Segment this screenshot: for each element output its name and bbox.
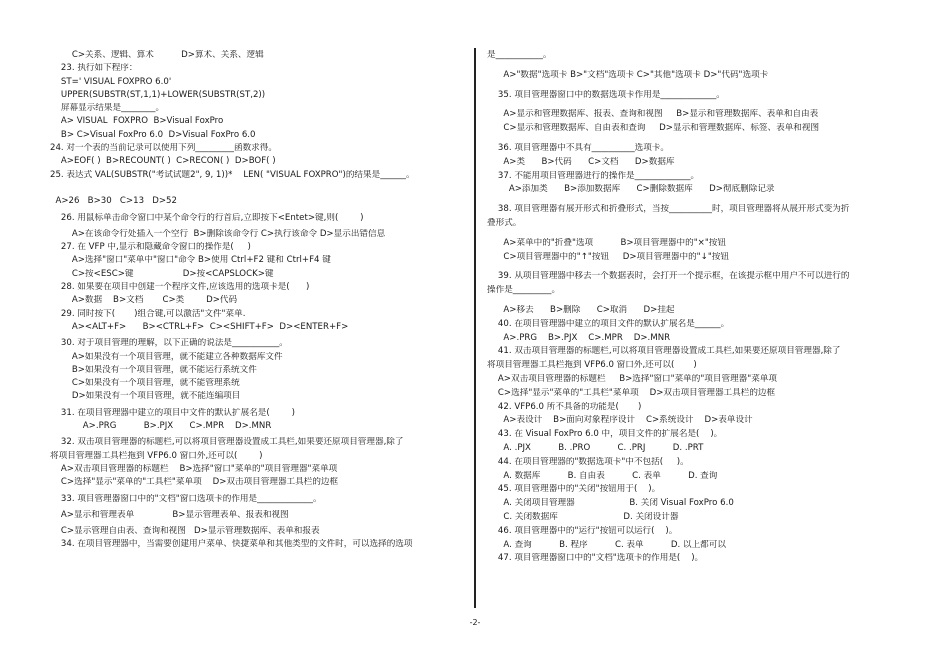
- text-line: 42. VFP6.0 所不具备的功能是( ): [487, 401, 642, 412]
- text-line: A>.PRG B>.PJX C>.MPR D>.MNR: [50, 421, 272, 432]
- left-column: [50, 50, 468, 553]
- text-line: 46. 项目管理器中的"运行"按钮可以运行( )。: [487, 525, 678, 536]
- text-line: A>.PRG B>.PJX C>.MPR D>.MNR: [487, 332, 671, 343]
- text-line: C>显示和管理数据库、自由表和查询 D>显示和管理数据库、标签、表单和视图: [487, 123, 820, 134]
- text-line: 29. 同时按下( )组合键,可以激活"文件"菜单.: [50, 308, 246, 319]
- text-line: 43. 在 Visual FoxPro 6.0 中，项目文件的扩展名是( )。: [487, 429, 723, 440]
- text-line: A>移去 B>删除 C>取消 D>挂起: [487, 304, 675, 315]
- text-line: A>选择"窗口"菜单中"窗口"命令 B>使用 Ctrl+F2 键和 Ctrl+F4 键: [50, 255, 331, 266]
- text-line: A>在该命令行处插入一个空行 B>删除该命令行 C>执行该命令 D>显示出错信息: [50, 228, 386, 239]
- text-line: C>项目管理器中的"↑"按钮 D>项目管理器中的"↓"按钮: [487, 251, 729, 262]
- text-line: A>菜单中的"折叠"选项 B>项目管理器中的"×"按钮: [487, 237, 726, 248]
- text-line: 36. 项目管理器中不具有__________选项卡。: [487, 142, 670, 153]
- text-line: 32. 双击项目管理器的标题栏,可以将项目管理器设置成工具栏,如果要还原项目管理器,除了: [50, 437, 404, 448]
- text-line: A>如果没有一个项目管理，就不能建立各种数据库文件: [50, 351, 283, 362]
- text-line: A> VISUAL FOXPRO B>Visual FoxPro: [50, 116, 224, 127]
- text-line: A>双击项目管理器的标题栏 B>选择"窗口"菜单的"项目管理器"菜单项: [487, 373, 778, 384]
- text-line: 30. 对于项目管理的理解，以下正确的说法是___________。: [50, 338, 288, 349]
- text-line: 26. 用鼠标单击命令窗口中某个命令行的行首后,立即按下<Entet>键,则( ): [50, 212, 364, 223]
- text-line: B>如果没有一个项目管理，就不能运行系统文件: [50, 364, 257, 375]
- text-line: A>双击项目管理器的标题栏 B>选择"窗口"菜单的"项目管理器"菜单项: [50, 463, 338, 474]
- text-line: 24. 对一个表的当前记录可以使用下列_________函数求得。: [50, 143, 277, 154]
- text-line: 23. 执行如下程序：: [50, 63, 138, 74]
- text-line: 27. 在 VFP 中,显示和隐藏命令窗口的操作是( ): [50, 242, 251, 253]
- text-line: 操作是_________。: [487, 285, 561, 296]
- text-line: B> C>Visual FoxPro 6.0 D>Visual FoxPro 6.0: [50, 129, 256, 140]
- text-line: 屏幕显示结果是________。: [50, 103, 165, 114]
- text-line: 37. 不能用项目管理器进行的操作是_____________。: [487, 170, 700, 181]
- text-line: A>EOF( ) B>RECOUNT( ) C>RECON( ) D>BOF( ): [50, 156, 276, 167]
- right-column: [487, 50, 905, 567]
- text-line: 35. 项目管理器窗口中的数据选项卡作用是_____________。: [487, 89, 725, 100]
- text-line: 40. 在项目管理器中建立的项目文件的默认扩展名是______。: [487, 318, 730, 329]
- text-line: 38. 项目管理器有展开形式和折叠形式，当按__________时，项目管理器将从展开形式变为折: [487, 204, 850, 215]
- text-line: 44. 在项目管理器的"数据选项卡"中不包括( )。: [487, 456, 689, 467]
- text-line: A>数据 B>文档 C>类 D>代码: [50, 295, 238, 306]
- text-line: 28. 如果要在项目中创建一个程序文件,应该选用的选项卡是( ): [50, 282, 310, 293]
- text-line: A>显示和管理表单 B>显示管理表单、报表和视图: [50, 509, 289, 520]
- text-line: 34. 在项目管理器中，当需要创建用户菜单、快捷菜单和其他类型的文件时，可以选择的选项: [50, 539, 413, 550]
- text-line: D>如果没有一个项目管理，就不能连编项目: [50, 391, 241, 402]
- text-line: 将项目管理器工具栏拖到 VFP6.0 窗口外,还可以( ): [487, 360, 697, 371]
- text-line: C>关系、逻辑、算术 D>算术、关系、逻辑: [50, 50, 264, 60]
- text-line: A>26 B>30 C>13 D>52: [50, 196, 177, 207]
- text-line: C>显示管理自由表、查询和视图 D>显示管理数据库、表单和报表: [50, 526, 320, 537]
- text-line: C>如果没有一个项目管理，就不能管理系统: [50, 378, 240, 389]
- page-number: -2-: [469, 618, 481, 627]
- text-line: A. 查询 B. 程序 C. 表单 D. 以上都可以: [487, 539, 726, 550]
- text-line: 39. 从项目管理器中移去一个数据表时，会打开一个提示框，在该提示框中用户不可以进行的: [487, 271, 850, 282]
- text-line: A. 关闭项目管理器 B. 关闭 Visual FoxPro 6.0: [487, 498, 734, 509]
- text-line: 25. 表达式 VAL(SUBSTR("考试试题2", 9, 1))* LEN( "VISUAL FOXPRO")的结果是______。: [50, 169, 415, 180]
- text-line: 47. 项目管理器窗口中的"文档"选项卡的作用是( )。: [487, 553, 704, 564]
- text-line: A>"数据"选项卡 B>"文档"选项卡 C>"其他"选项卡 D>"代码"选项卡: [487, 69, 769, 80]
- text-line: C>选择"显示"菜单的"工具栏"菜单项 D>双击项目管理器工具栏的边框: [50, 477, 339, 488]
- text-line: A>类 B>代码 C>文档 D>数据库: [487, 156, 675, 167]
- text-line: 41. 双击项目管理器的标题栏,可以将项目管理器设置成工具栏,如果要还原项目管理器,除了: [487, 346, 841, 357]
- text-line: A. .PJX B. .PRO C. .PRJ D. .PRT: [487, 442, 704, 453]
- text-line: 是___________。: [487, 50, 552, 60]
- text-line: ST=' VISUAL FOXPRO 6.0': [50, 76, 172, 87]
- text-line: C. 关闭数据库 D. 关闭设计器: [487, 511, 679, 522]
- text-line: A. 数据库 B. 自由表 C. 表单 D. 查询: [487, 470, 718, 481]
- text-line: UPPER(SUBSTR(ST,1,1)+LOWER(SUBSTR(ST,2)): [50, 89, 266, 100]
- text-line: [50, 183, 468, 196]
- text-line: 叠形式。: [487, 217, 522, 228]
- text-line: 33. 项目管理器窗口中的"文档"窗口选项卡的作用是_____________。: [50, 493, 322, 504]
- text-line: C>选择"显示"菜单的"工具栏"菜单项 D>双击项目管理器工具栏的边框: [487, 387, 776, 398]
- text-line: A>添加类 B>添加数据库 C>删除数据库 D>彻底删除记录: [487, 184, 775, 195]
- text-line: 45. 项目管理器中的"关闭"按钮用于( )。: [487, 484, 661, 495]
- text-line: 31. 在项目管理器中建立的项目中文件的默认扩展名是( ): [50, 407, 295, 418]
- text-line: A>显示和管理数据库、报表、查询和视图 B>显示和管理数据库、表单和自由表: [487, 109, 819, 120]
- text-line: 将项目管理器工具栏拖到 VFP6.0 窗口外,还可以( ): [50, 450, 263, 461]
- text-line: A><ALT+F> B><CTRL+F> C><SHIFT+F> D><ENTER+F>: [50, 321, 349, 332]
- column-divider: [474, 48, 476, 608]
- text-line: C>按<ESC>键 D>按<CAPSLOCK>键: [50, 268, 274, 279]
- text-line: A>表设计 B>面向对象程序设计 C>系统设计 D>表单设计: [487, 415, 753, 426]
